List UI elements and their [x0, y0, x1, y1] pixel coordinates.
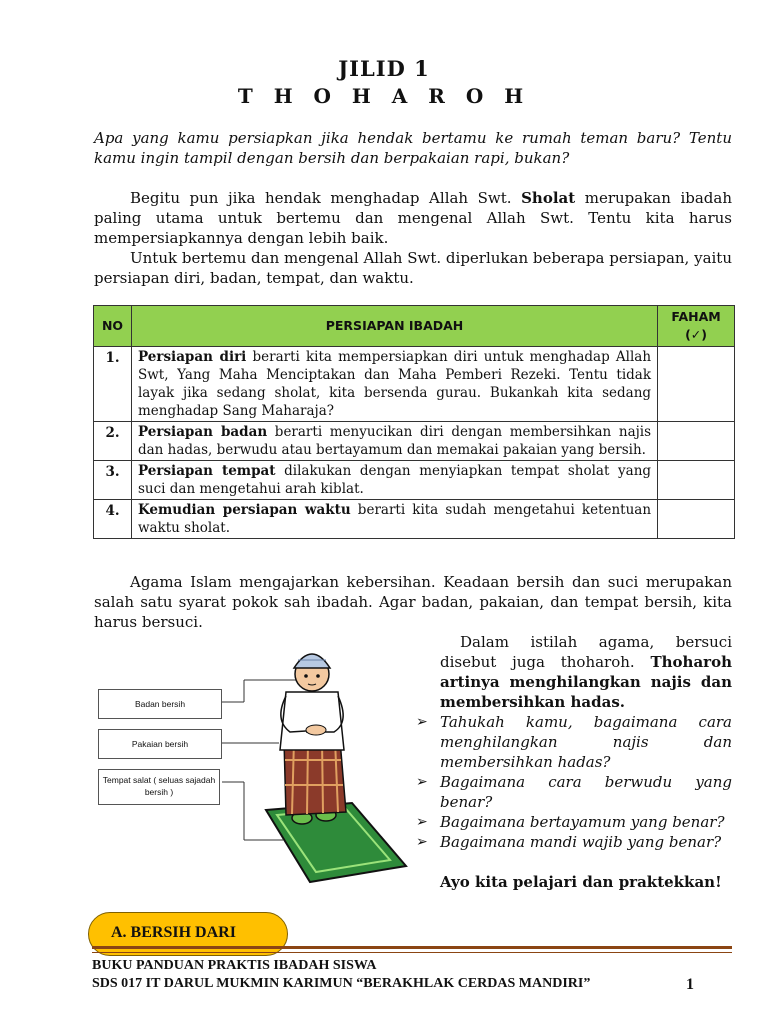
intro-question: Apa yang kamu persiapkan jika hendak bertamu ke rumah teman baru? Tentu kamu ingin tampil dengan bersih dan berpakaian rapi, bukan? — [94, 129, 732, 167]
list-item: ➢ Bagaimana bertayamum yang benar? — [416, 813, 725, 831]
faham-checkbox-1[interactable] — [658, 347, 735, 422]
praying-boy-drawing — [94, 640, 414, 890]
thoharoh-questions — [416, 712, 732, 852]
header-persiapan: PERSIAPAN IBADAH — [131, 306, 657, 347]
kebersihan-paragraph: Agama Islam mengajarkan kebersihan. Keadaan bersih dan suci merupakan salah satu syarat pokok sah ibadah. Agar badan, pakaian, dan tempat bersih, kita harus bersuci. — [94, 573, 732, 631]
table-row: 2. Persiapan badan berarti menyucikan diri dengan membersihkan najis dan hadas, berwudu atau bertayamum dan memakai pakaian yang bersih. — [94, 422, 735, 461]
section-heading-pill: A. BERSIH DARI — [88, 912, 288, 956]
footer-school: SDS 017 IT DARUL MUKMIN KARIMUN “BERAKHLAK CERDAS MANDIRI” — [92, 976, 591, 991]
footer-rule — [92, 946, 732, 949]
faham-checkbox-4[interactable] — [658, 500, 735, 539]
table-row: 4. Kemudian persiapan waktu berarti kita sudah mengetahui ketentuan waktu sholat. — [94, 500, 735, 539]
arrow-bullet-icon: ➢ — [416, 714, 428, 730]
table-row: 1. Persiapan diri berarti kita mempersiapkan diri untuk menghadap Allah Swt, Yang Maha Menciptakan dan Maha Pemberi Rezeki. Tentu tidak layak jika sedang sholat, kita bersenda gurau. Bukankah kita sedang menghadap Sang Maharaja? — [94, 347, 735, 422]
list-item: ➢ Tahukah kamu, bagaimana cara menghilangkan najis dan membersihkan hadas? — [416, 713, 732, 771]
thoharoh-definition: Dalam istilah agama, bersuci disebut juga thoharoh. Thoharoh artinya menghilangkan najis dan membersihkan hadas. — [440, 633, 732, 711]
footer-rule-thin — [92, 952, 732, 953]
persiapan-table — [93, 305, 735, 539]
faham-checkbox-2[interactable] — [658, 422, 735, 461]
arrow-bullet-icon: ➢ — [416, 834, 428, 850]
page-subtitle: T H O H A R O H — [237, 84, 531, 108]
closing-call: Ayo kita pelajari dan praktekkan! — [440, 873, 722, 891]
intro-paragraph-2: Untuk bertemu dan mengenal Allah Swt. diperlukan beberapa persiapan, yaitu persiapan diri, badan, tempat, dan waktu. — [94, 249, 732, 287]
faham-checkbox-3[interactable] — [658, 461, 735, 500]
footer-book-title: BUKU PANDUAN PRAKTIS IBADAH SISWA — [92, 958, 377, 973]
table-row: 3. Persiapan tempat dilakukan dengan menyiapkan tempat sholat yang suci dan mengetahui arah kiblat. — [94, 461, 735, 500]
intro-paragraph-1: Begitu pun jika hendak menghadap Allah Swt. Sholat merupakan ibadah paling utama untuk bertemu dan mengenal Allah Swt. Tentu kita harus mempersiapkannya dengan lebih baik. — [94, 189, 732, 247]
label-pakaian-bersih: Pakaian bersih — [98, 729, 222, 759]
header-no: NO — [94, 306, 132, 347]
label-badan-bersih: Badan bersih — [98, 689, 222, 719]
list-item: ➢ Bagaimana cara berwudu yang benar? — [416, 773, 732, 811]
label-tempat-salat: Tempat salat ( seluas sajadah bersih ) — [98, 769, 220, 805]
list-item: ➢ Bagaimana mandi wajib yang benar? — [416, 833, 722, 851]
praying-boy-illustration — [94, 640, 414, 890]
arrow-bullet-icon: ➢ — [416, 814, 428, 830]
page-number: 1 — [686, 976, 694, 993]
page-title: JILID 1 — [338, 56, 430, 81]
arrow-bullet-icon: ➢ — [416, 774, 428, 790]
header-faham: FAHAM (✓) — [658, 306, 735, 347]
